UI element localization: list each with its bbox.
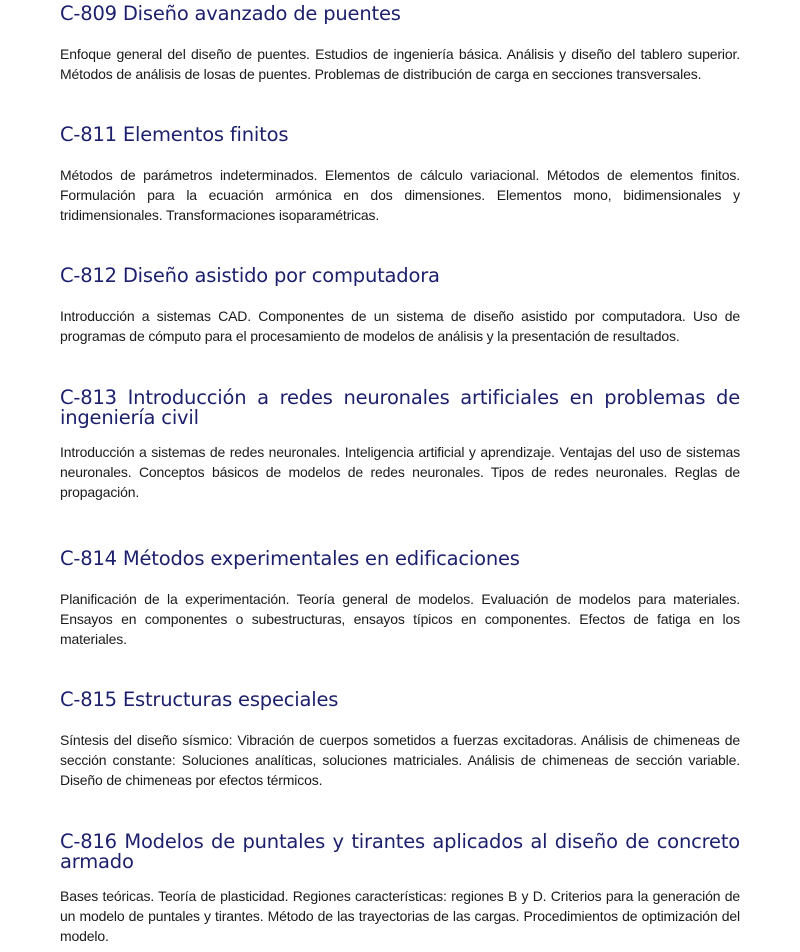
course-c812 [60, 266, 740, 346]
course-description: Métodos de parámetros indeterminados. Elementos de cálculo variacional. Métodos de elementos finitos. Formulación para la ecuación armónica en dos dimensiones. Elementos mono, bidimensionales y tridimensionales. Transformaciones isoparamétricas. [60, 167, 740, 223]
course-title: C-809 Diseño avanzado de puentes [60, 2, 401, 25]
course-description: Introducción a sistemas CAD. Componentes de un sistema de diseño asistido por computadora. Uso de programas de cómputo para el procesamiento de modelos de análisis y la presentación de resultados. [60, 308, 740, 344]
course-description: Planificación de la experimentación. Teoría general de modelos. Evaluación de modelos para materiales. Ensayos en componentes o subestructuras, ensayos típicos en componentes. Efectos de fatiga en los materiales. [60, 591, 740, 647]
course-description: Síntesis del diseño sísmico: Vibración de cuerpos sometidos a fuerzas excitadoras. Análisis de chimeneas de sección constante: Soluciones analíticas, soluciones matriciales. Análisis de chimeneas de sección variable. Diseño de chimeneas por efectos térmicos. [60, 732, 740, 788]
course-title: C-814 Métodos experimentales en edificaciones [60, 547, 520, 570]
course-description: Introducción a sistemas de redes neuronales. Inteligencia artificial y aprendizaje. Ventajas del uso de sistemas neuronales. Conceptos básicos de modelos de redes neuronales. Tipos de redes neuronales. Reglas de propagación. [60, 444, 740, 500]
course-description: Bases teóricas. Teoría de plasticidad. Regiones características: regiones B y D. Criterios para la generación de un modelo de puntales y tirantes. Método de las trayectorias de las cargas. Procedimientos de optimización del modelo. [60, 888, 740, 944]
course-c809 [60, 4, 740, 84]
course-title: C-813 Introducción a redes neuronales artificiales en problemas de ingeniería civil [60, 386, 740, 429]
course-c814 [60, 549, 740, 649]
course-title: C-815 Estructuras especiales [60, 688, 339, 711]
course-description: Enfoque general del diseño de puentes. Estudios de ingeniería básica. Análisis y diseño del tablero superior. Métodos de análisis de losas de puentes. Problemas de distribución de carga en secciones transversales. [60, 46, 740, 82]
course-c815 [60, 690, 740, 790]
course-c816 [60, 832, 740, 946]
course-c813 [60, 388, 740, 502]
course-title: C-812 Diseño asistido por computadora [60, 264, 440, 287]
course-title: C-811 Elementos finitos [60, 123, 289, 146]
course-title: C-816 Modelos de puntales y tirantes aplicados al diseño de concreto armado [60, 830, 740, 873]
course-c811 [60, 125, 740, 225]
